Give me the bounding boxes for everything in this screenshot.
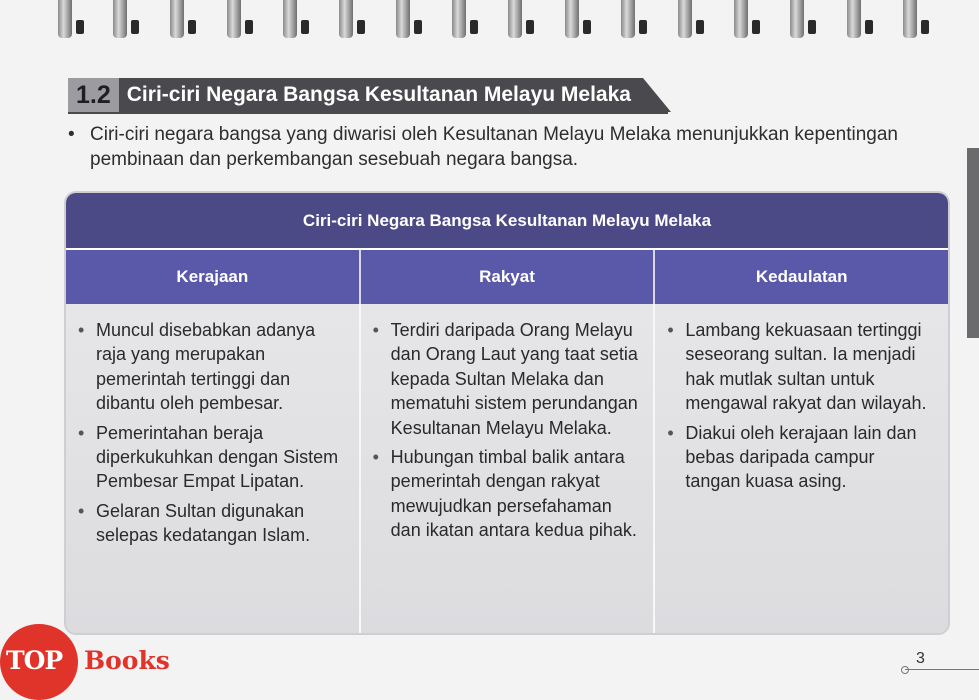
spiral-binding — [0, 0, 979, 48]
page-side-tab — [967, 148, 979, 338]
page-number: 3 — [916, 650, 925, 667]
table-title: Ciri-ciri Negara Bangsa Kesultanan Melayu Melaka — [66, 193, 948, 250]
column-header-kedaulatan: Kedaulatan — [755, 267, 848, 286]
column-header-rakyat: Rakyat — [361, 250, 656, 304]
page-number-line — [905, 669, 979, 670]
list-item: • Muncul disebabkan adanya raja yang merupakan pemerintah tertinggi dan dibantu oleh pembesar. — [76, 318, 345, 416]
list-item: • Terdiri daripada Orang Melayu dan Orang Laut yang taat setia kepada Sultan Melaka dan mematuhi sistem perundangan Kesultanan Melayu Melaka. — [371, 318, 640, 440]
intro-text: Ciri-ciri negara bangsa yang diwarisi oleh Kesultanan Melayu Melaka menunjukkan kepentingan pembinaan dan perkembangan sesebuah negara bangsa. — [90, 124, 898, 170]
logo-books-text: Books — [84, 646, 170, 675]
page-dot-icon — [901, 666, 909, 674]
list-item: • Diakui oleh kerajaan lain dan bebas daripada campur tangan kuasa asing. — [665, 421, 934, 494]
bullet-icon: • — [68, 124, 75, 145]
section-title: Ciri-ciri Negara Bangsa Kesultanan Melayu Melaka — [119, 78, 643, 112]
column-header-kerajaan: Kerajaan — [66, 250, 361, 304]
logo-top-text: TOP — [6, 646, 63, 675]
heading-underline — [68, 112, 668, 114]
characteristics-table — [66, 193, 948, 633]
column-kerajaan — [66, 304, 361, 633]
heading-tail-shape — [643, 78, 671, 112]
table-header-row — [66, 250, 948, 304]
column-rakyat — [361, 304, 656, 633]
list-item: • Lambang kekuasaan tertinggi seseorang sultan. Ia menjadi hak mutlak sultan untuk mengawal rakyat dan wilayah. — [665, 318, 934, 416]
list-item: • Hubungan timbal balik antara pemerintah dengan rakyat mewujudkan persefahaman dan ikatan antara kedua pihak. — [371, 445, 640, 543]
column-kedaulatan — [655, 304, 948, 633]
list-item: • Gelaran Sultan digunakan selepas kedatangan Islam. — [76, 499, 345, 548]
section-heading — [68, 78, 671, 112]
section-number: 1.2 — [68, 78, 119, 112]
topbooks-logo — [0, 624, 200, 700]
table-body-row — [66, 304, 948, 633]
list-item: • Pemerintahan beraja diperkukuhkan dengan Sistem Pembesar Empat Lipatan. — [76, 421, 345, 494]
intro-paragraph — [68, 122, 975, 172]
